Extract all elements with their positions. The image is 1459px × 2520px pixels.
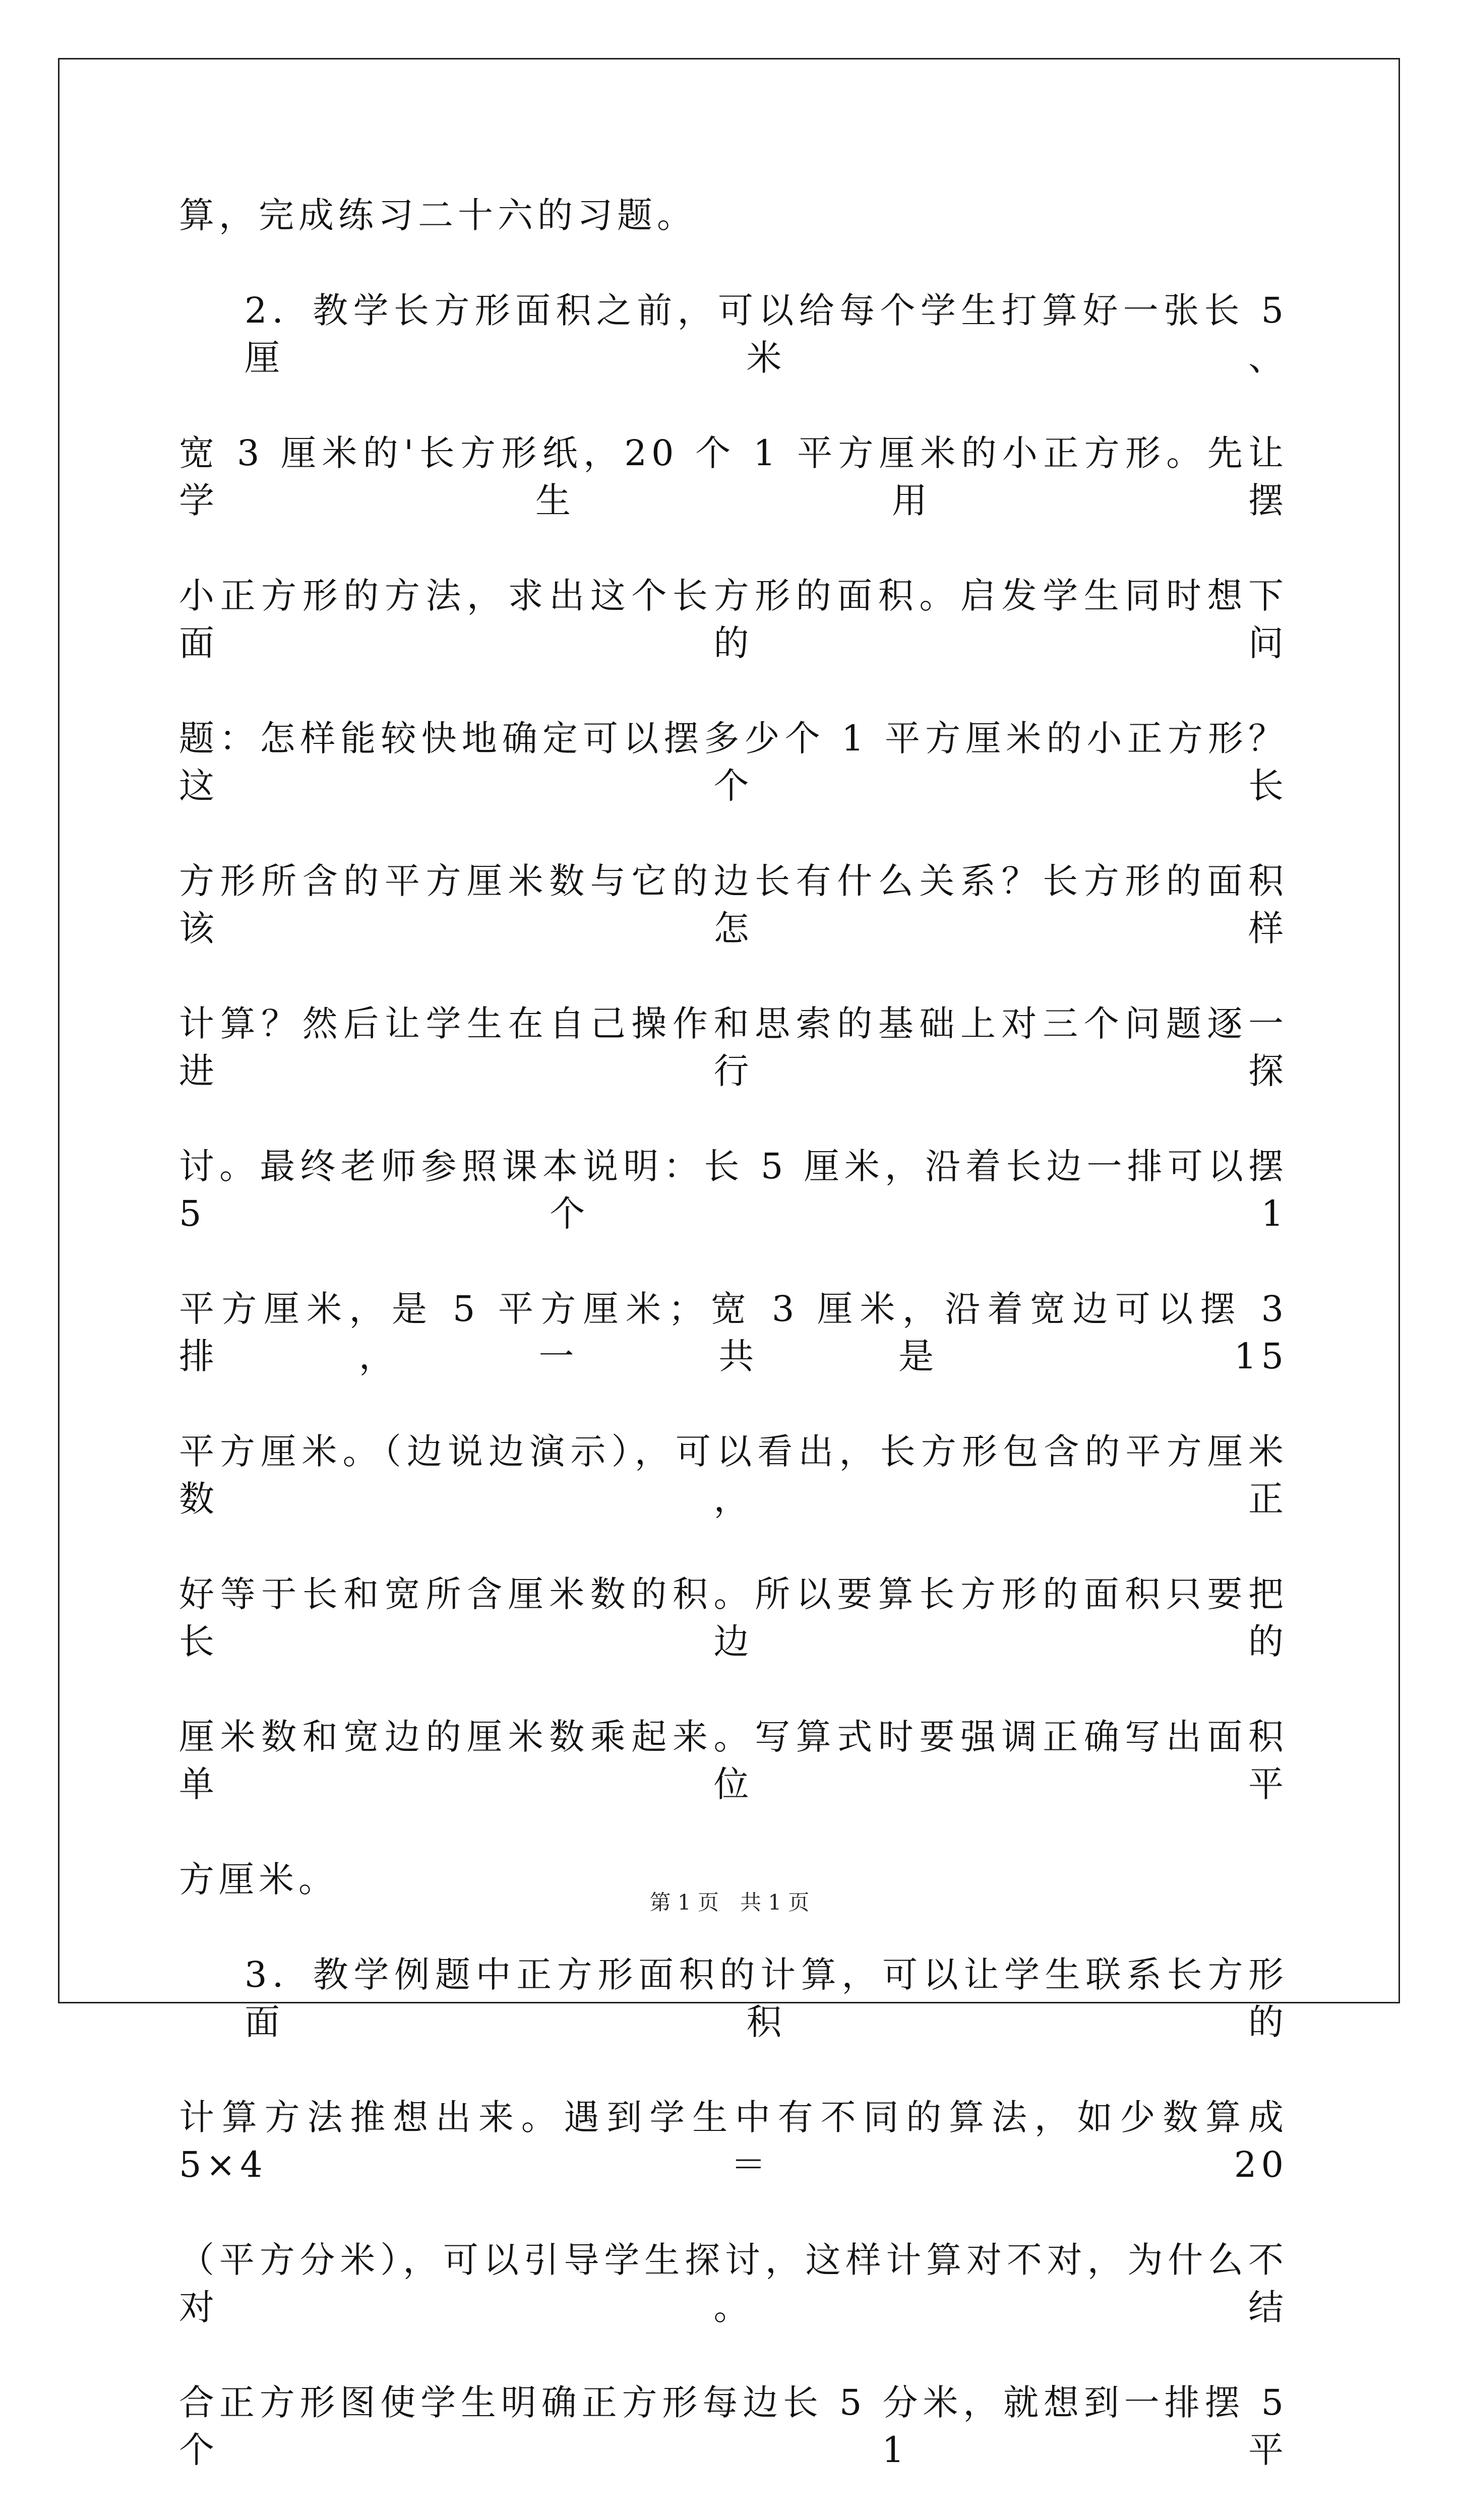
text-line: 算，完成练习二十六的习题。 bbox=[179, 195, 697, 236]
text-line: 2．教学长方形面积之前，可以给每个学生打算好一张长 5 厘米、 bbox=[245, 290, 1288, 379]
text-line: 题：怎样能较快地确定可以摆多少个 1 平方厘米的小正方形？这个长 bbox=[179, 718, 1288, 806]
text-line: （平方分米），可以引导学生探讨，这样计算对不对，为什么不对。结 bbox=[179, 2239, 1288, 2328]
text-line: 讨。最终老师参照课本说明：长 5 厘米，沿着长边一排可以摆 5 个 1 bbox=[179, 1146, 1288, 1234]
text-line: 计算？然后让学生在自己操作和思索的基础上对三个问题逐一进行探 bbox=[179, 1003, 1288, 1092]
text-line: 合正方形图使学生明确正方形每边长 5 分米，就想到一排摆 5 个 1 平 bbox=[179, 2382, 1288, 2471]
text-line: 平方厘米。（边说边演示），可以看出，长方形包含的平方厘米数，正 bbox=[179, 1431, 1288, 1520]
text-line: 好等于长和宽所含厘米数的积。所以要算长方形的面积只要把长边的 bbox=[179, 1573, 1288, 1662]
text-line: 方厘米。 bbox=[179, 1859, 338, 1900]
text-line: 厘米数和宽边的厘米数乘起来。写算式时要强调正确写出面积单位平 bbox=[179, 1716, 1288, 1805]
text-line: 小正方形的方法，求出这个长方形的面积。启发学生同时想下面的问 bbox=[179, 575, 1288, 664]
text-line: 方形所含的平方厘米数与它的边长有什么关系？长方形的面积该怎样 bbox=[179, 860, 1288, 949]
text-line: 平方厘米，是 5 平方厘米；宽 3 厘米，沿着宽边可以摆 3 排，一共是 15 bbox=[179, 1288, 1288, 1377]
text-line: 计算方法推想出来。遇到学生中有不同的算法，如少数算成 5×4＝20 bbox=[179, 2097, 1288, 2185]
text-line: 宽 3 厘米的'长方形纸，20 个 1 平方厘米的小正方形。先让学生用摆 bbox=[179, 432, 1288, 521]
page-footer: 第 1 页 共 1 页 bbox=[649, 1890, 810, 1915]
document-body bbox=[179, 192, 1288, 2520]
text-line: 3．教学例题中正方形面积的计算，可以让学生联系长方形面积的 bbox=[245, 1954, 1288, 2043]
